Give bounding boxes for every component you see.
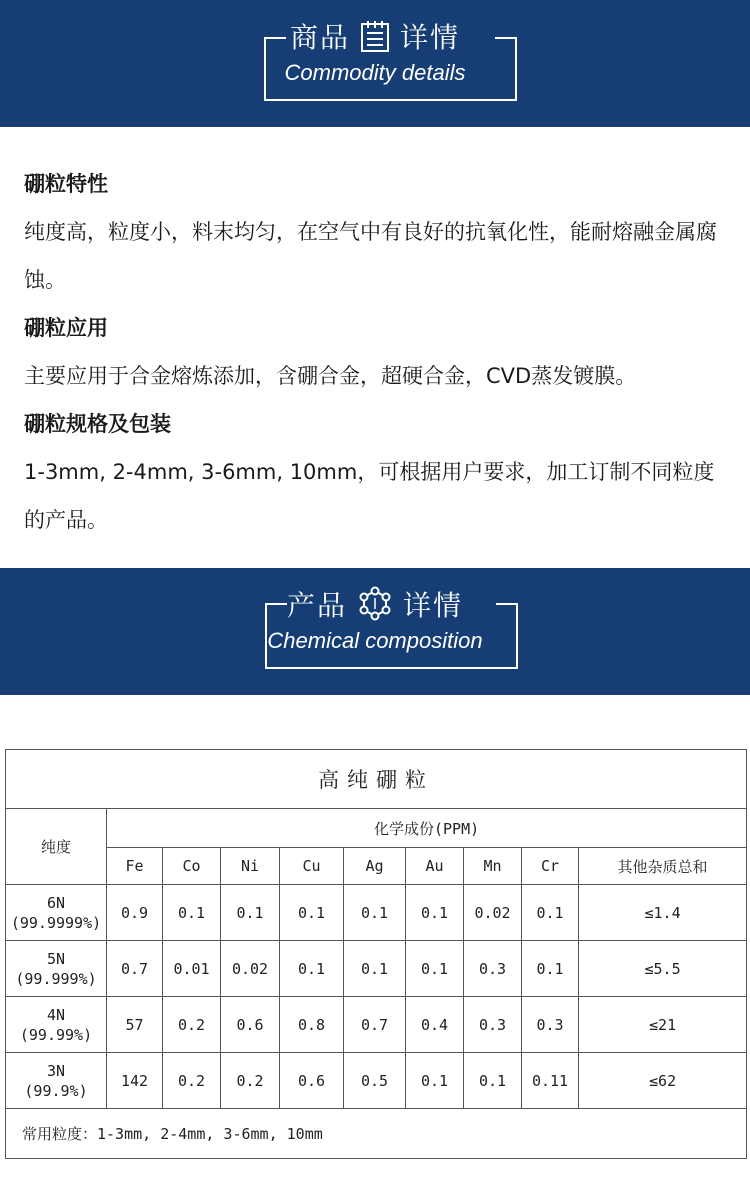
value-cell: 0.1 [406,1053,464,1109]
composition-table [5,749,747,1159]
value-cell: 142 [107,1053,163,1109]
banner-subtitle: Commodity details [284,60,466,85]
banner-subtitle: Chemical composition [267,628,483,653]
value-cell: 0.8 [280,997,344,1053]
value-cell: ≤21 [579,997,747,1053]
value-cell: 0.1 [280,885,344,941]
element-header: Mn [464,848,522,885]
table-footer-sizes: 常用粒度：1-3mm, 2-4mm, 3-6mm, 10mm [6,1109,747,1159]
value-cell: 0.2 [163,1053,221,1109]
heading-properties: 硼粒特性 [24,172,108,196]
element-header: Au [406,848,464,885]
value-cell: 0.1 [344,885,406,941]
value-cell: 0.7 [344,997,406,1053]
element-header: Co [163,848,221,885]
element-header: Cu [280,848,344,885]
value-cell: ≤1.4 [579,885,747,941]
value-cell: 0.1 [163,885,221,941]
value-cell: 0.1 [221,885,280,941]
text-specs: 1-3mm, 2-4mm, 3-6mm, 10mm，可根据用户要求，加工订制不同粒度的产品。 [24,460,715,532]
molecule-icon [355,585,395,623]
text-properties: 纯度高，粒度小，料末均匀，在空气中有良好的抗氧化性，能耐熔融金属腐蚀。 [24,220,717,292]
heading-applications: 硼粒应用 [24,316,108,340]
value-cell: 0.3 [522,997,579,1053]
grade-cell: 3N (99.9%) [6,1053,107,1109]
grade-cell: 5N (99.999%) [6,941,107,997]
notepad-icon [358,19,392,53]
table-row [6,997,747,1053]
banner-title-left: 商品 [289,21,350,54]
value-cell: 0.3 [464,997,522,1053]
element-header: Fe [107,848,163,885]
element-header: Ag [344,848,406,885]
table-row [6,885,747,941]
value-cell: 0.1 [522,941,579,997]
value-cell: 57 [107,997,163,1053]
value-cell: 0.02 [221,941,280,997]
value-cell: 0.1 [464,1053,522,1109]
composition-table-wrap [5,749,745,1159]
heading-specs: 硼粒规格及包装 [24,412,171,436]
element-header: Ni [221,848,280,885]
text-applications: 主要应用于合金熔炼添加，含硼合金，超硬合金，CVD蒸发镀膜。 [24,364,637,388]
value-cell: 0.3 [464,941,522,997]
value-cell: 0.1 [280,941,344,997]
value-cell: 0.1 [406,941,464,997]
banner-title-left: 产品 [286,589,347,622]
element-header: Cr [522,848,579,885]
value-cell: 0.1 [522,885,579,941]
value-cell: 0.02 [464,885,522,941]
grade-cell: 4N (99.99%) [6,997,107,1053]
banner-title-right: 详情 [400,21,461,54]
table-row [6,1053,747,1109]
value-cell: 0.6 [221,997,280,1053]
table-row [6,941,747,997]
table-caption: 高纯硼粒 [6,750,747,809]
element-header: 其他杂质总和 [579,848,747,885]
value-cell: ≤5.5 [579,941,747,997]
value-cell: 0.11 [522,1053,579,1109]
composition-header: 化学成份(PPM) [107,809,747,848]
value-cell: 0.7 [107,941,163,997]
product-description [24,160,729,544]
header-banner-commodity [0,0,750,127]
value-cell: 0.2 [163,997,221,1053]
value-cell: 0.01 [163,941,221,997]
value-cell: 0.2 [221,1053,280,1109]
purity-header: 纯度 [6,809,107,885]
header-banner-composition [0,568,750,695]
value-cell: 0.4 [406,997,464,1053]
grade-cell: 6N (99.9999%) [6,885,107,941]
value-cell: ≤62 [579,1053,747,1109]
banner-title-right: 详情 [403,589,464,622]
value-cell: 0.1 [344,941,406,997]
value-cell: 0.5 [344,1053,406,1109]
value-cell: 0.6 [280,1053,344,1109]
value-cell: 0.9 [107,885,163,941]
value-cell: 0.1 [406,885,464,941]
